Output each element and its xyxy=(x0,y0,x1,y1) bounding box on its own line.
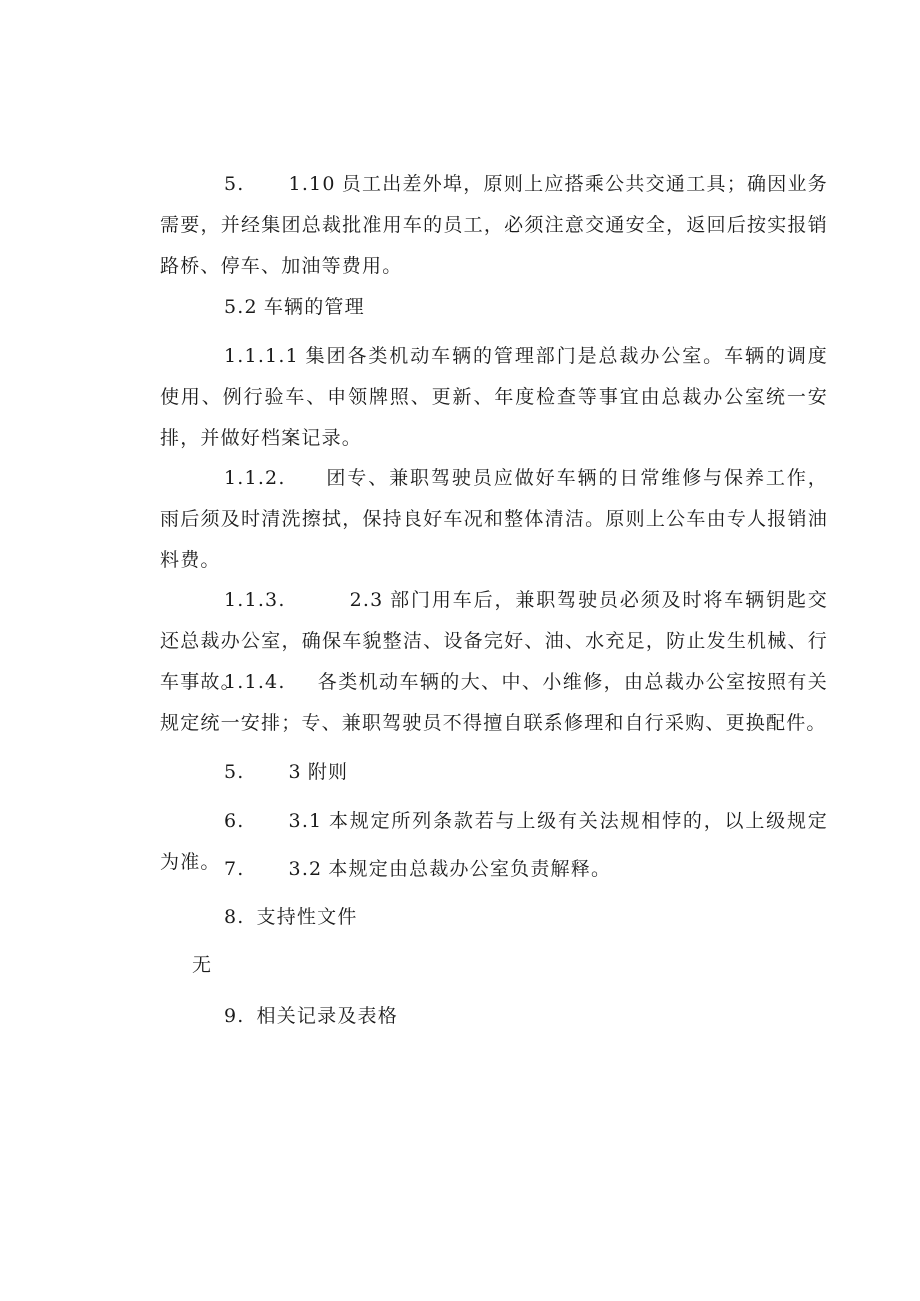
section-number: 5. xyxy=(224,173,245,195)
paragraph-text: 员工出差外埠，原则上应搭乘公共交通工具；确因业务需要，并经集团总裁批准用车的员工，必须注意交通安全，返回后按实报销路桥、停车、加油等费用。 xyxy=(160,173,828,277)
section-number: 1.1.4. xyxy=(224,671,286,693)
heading-text: 车辆的管理 xyxy=(263,296,365,318)
heading-5-2 xyxy=(160,287,828,328)
paragraph-1-1-2 xyxy=(160,458,828,581)
heading-text: 相关记录及表格 xyxy=(256,1005,398,1027)
paragraph-text: 各类机动车辆的大、中、小维修，由总裁办公室按照有关规定统一安排；专、兼职驾驶员不得擅自联系修理和自行采购、更换配件。 xyxy=(160,671,828,734)
paragraph-text: 本规定由总裁办公室负责解释。 xyxy=(328,858,612,880)
paragraph-text: 集团各类机动车辆的管理部门是总裁办公室。车辆的调度使用、例行验车、申领牌照、更新、年度检查等事宜由总裁办公室统一安排，并做好档案记录。 xyxy=(160,345,828,449)
paragraph-5-1-10 xyxy=(160,164,828,287)
clause-label: 1.1.1.1 xyxy=(224,345,299,367)
section-number: 5. xyxy=(224,761,245,783)
clause-label: 3.2 xyxy=(288,858,323,880)
clause-label: 1.10 xyxy=(288,173,336,195)
paragraph-text: 本规定所列条款若与上级有关法规相悖的，以上级规定为准。 xyxy=(160,810,828,873)
heading-related-records xyxy=(160,996,828,1037)
paragraph-none xyxy=(160,945,828,986)
paragraph-1-1-1-1 xyxy=(160,336,828,459)
section-number: 9. xyxy=(224,1005,245,1027)
heading-text: 附则 xyxy=(307,761,349,783)
paragraph-3-2 xyxy=(160,849,828,890)
section-number: 8. xyxy=(224,906,245,928)
section-number: 1.1.3. xyxy=(224,589,286,611)
section-number: 7. xyxy=(224,858,245,880)
clause-label: 2.3 xyxy=(349,589,384,611)
paragraph-text: 团专、兼职驾驶员应做好车辆的日常维修与保养工作，雨后须及时清洗擦拭，保持良好车况和整体清洁。原则上公车由专人报销油料费。 xyxy=(160,467,828,571)
clause-label: 3.1 xyxy=(288,810,323,832)
heading-text: 支持性文件 xyxy=(256,906,358,928)
paragraph-text: 部门用车后，兼职驾驶员必须及时将车辆钥匙交还总裁办公室，确保车貌整洁、设备完好、油、水充足，防止发生机械、行车事故。 xyxy=(160,589,828,693)
clause-label: 5.2 xyxy=(224,296,258,318)
paragraph-1-1-4 xyxy=(160,662,828,744)
section-number: 6. xyxy=(224,810,245,832)
heading-5-3 xyxy=(160,752,828,793)
paragraph-text: 无 xyxy=(192,954,213,976)
section-number: 1.1.2. xyxy=(224,467,286,489)
heading-supporting-documents xyxy=(160,897,828,938)
clause-label: 3 xyxy=(288,761,302,783)
